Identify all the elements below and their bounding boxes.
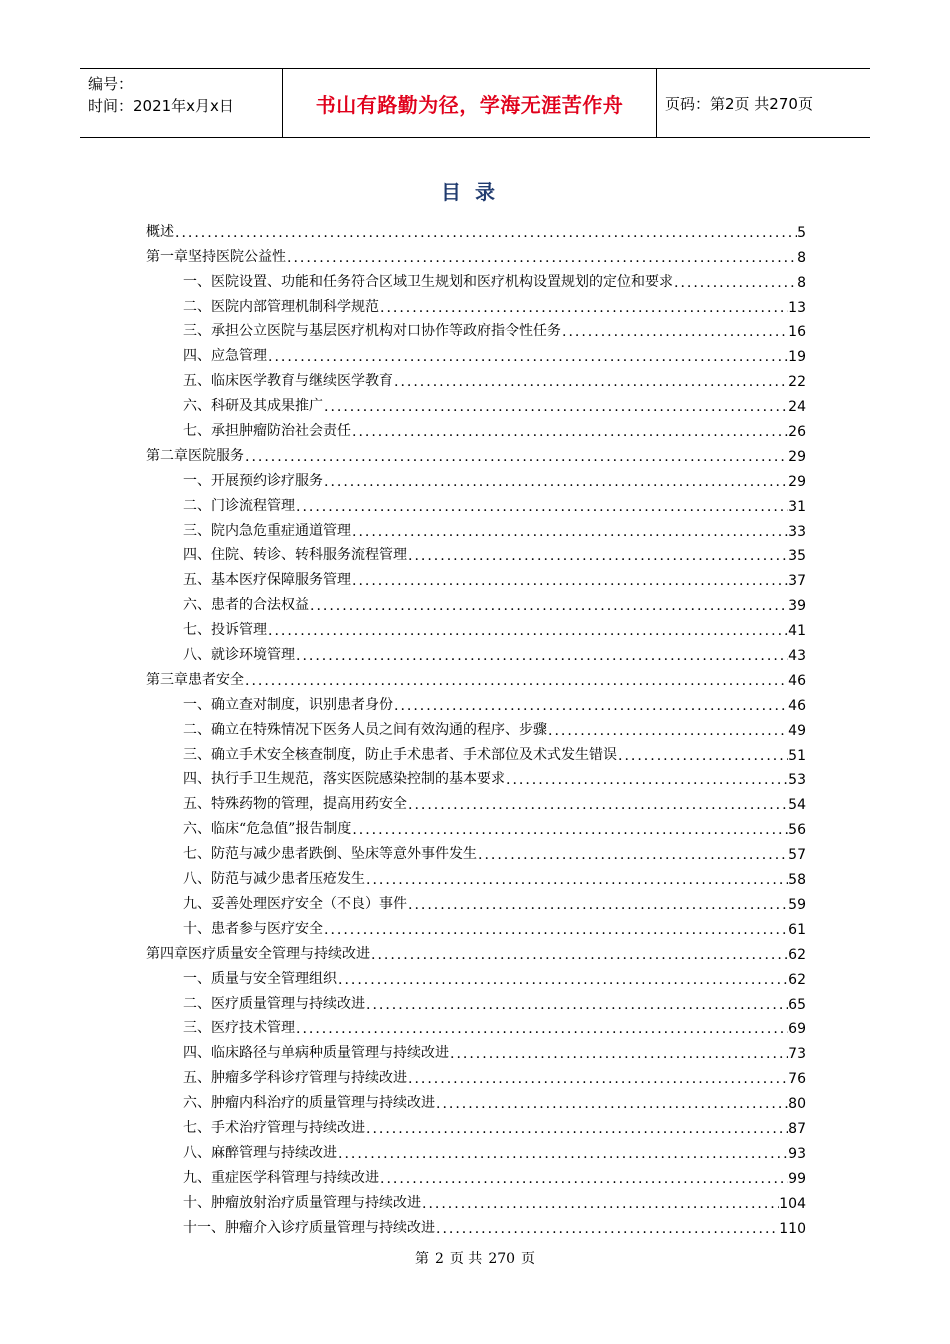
- toc-entry-page: 69: [788, 1021, 806, 1038]
- toc-entry[interactable]: [146, 1187, 806, 1212]
- toc-leader-dots: [379, 300, 788, 316]
- toc-entry[interactable]: [146, 266, 806, 291]
- toc-entry-page: 8: [797, 249, 806, 266]
- toc-entry[interactable]: [146, 739, 806, 764]
- toc-entry-page: 54: [788, 797, 806, 814]
- toc-entry-title: 第三章患者安全: [146, 671, 244, 688]
- toc-leader-dots: [547, 723, 788, 739]
- toc-entry-page: 59: [788, 896, 806, 913]
- toc-entry-page: 13: [788, 299, 806, 316]
- toc-entry[interactable]: [146, 639, 806, 664]
- document-number-label: 编号：: [88, 75, 134, 93]
- toc-entry-page: 35: [788, 548, 806, 565]
- toc-entry[interactable]: [146, 1112, 806, 1137]
- toc-entry-page: 76: [788, 1071, 806, 1088]
- table-of-contents: [146, 216, 806, 1237]
- toc-entry-page: 61: [788, 921, 806, 938]
- toc-entry[interactable]: [146, 316, 806, 341]
- toc-leader-dots: [267, 349, 788, 365]
- toc-leader-dots: [323, 399, 788, 415]
- toc-entry-title: 六、肿瘤内科治疗的质量管理与持续改进: [183, 1095, 435, 1112]
- toc-entry-title: 六、科研及其成果推广: [183, 398, 323, 415]
- toc-leader-dots: [617, 748, 788, 764]
- toc-leader-dots: [505, 772, 788, 788]
- toc-entry-page: 46: [788, 672, 806, 689]
- toc-entry-page: 93: [788, 1145, 806, 1162]
- toc-entry[interactable]: [146, 664, 806, 689]
- toc-entry-page: 65: [788, 996, 806, 1013]
- toc-leader-dots: [407, 1071, 788, 1087]
- toc-leader-dots: [295, 499, 788, 515]
- footer-middle: 页 共: [449, 1251, 483, 1267]
- toc-entry-page: 51: [788, 747, 806, 764]
- toc-entry[interactable]: [146, 1137, 806, 1162]
- toc-entry-page: 99: [788, 1170, 806, 1187]
- toc-entry-page: 8: [797, 274, 806, 291]
- toc-leader-dots: [435, 1096, 788, 1112]
- toc-entry-title: 五、临床医学教育与继续医学教育: [183, 373, 393, 390]
- toc-entry[interactable]: [146, 888, 806, 913]
- toc-entry-page: 26: [788, 424, 806, 441]
- toc-leader-dots: [351, 424, 788, 440]
- toc-entry-title: 七、承担肿瘤防治社会责任: [183, 423, 351, 440]
- toc-leader-dots: [407, 797, 788, 813]
- toc-entry-title: 六、临床“危急值”报告制度: [183, 821, 352, 838]
- toc-entry-title: 九、妥善处理医疗安全（不良）事件: [183, 895, 407, 912]
- toc-entry-title: 三、承担公立医院与基层医疗机构对口协作等政府指令性任务: [183, 323, 561, 340]
- toc-entry-page: 22: [788, 374, 806, 391]
- toc-entry-title: 四、临床路径与单病种质量管理与持续改进: [183, 1045, 449, 1062]
- toc-entry[interactable]: [146, 813, 806, 838]
- toc-leader-dots: [393, 698, 788, 714]
- page-footer: [0, 1248, 950, 1268]
- footer-suffix: 页: [521, 1251, 536, 1267]
- page-header: [80, 68, 870, 138]
- toc-entry[interactable]: [146, 365, 806, 390]
- toc-entry[interactable]: [146, 1013, 806, 1038]
- toc-entry-title: 二、确立在特殊情况下医务人员之间有效沟通的程序、步骤: [183, 721, 547, 738]
- toc-leader-dots: [244, 673, 788, 689]
- toc-entry[interactable]: [146, 1037, 806, 1062]
- toc-leader-dots: [407, 548, 788, 564]
- toc-entry[interactable]: [146, 589, 806, 614]
- toc-entry-title: 概述: [146, 223, 174, 240]
- toc-entry[interactable]: [146, 764, 806, 789]
- toc-entry-page: 73: [788, 1046, 806, 1063]
- toc-leader-dots: [337, 1146, 788, 1162]
- footer-prefix: 第: [414, 1251, 429, 1267]
- toc-leader-dots: [379, 1171, 788, 1187]
- toc-entry-title: 一、医院设置、功能和任务符合区域卫生规划和医疗机构设置规划的定位和要求: [183, 273, 673, 290]
- toc-entry-title: 第一章坚持医院公益性: [146, 248, 286, 265]
- header-info: [80, 69, 283, 137]
- toc-entry[interactable]: [146, 838, 806, 863]
- toc-leader-dots: [365, 872, 788, 888]
- toc-leader-dots: [323, 922, 788, 938]
- toc-entry-page: 29: [788, 473, 806, 490]
- toc-leader-dots: [244, 449, 788, 465]
- toc-entry[interactable]: [146, 1087, 806, 1112]
- toc-leader-dots: [295, 1021, 788, 1037]
- toc-entry[interactable]: [146, 216, 806, 241]
- toc-entry[interactable]: [146, 515, 806, 540]
- toc-entry-page: 49: [788, 722, 806, 739]
- toc-entry-page: 37: [788, 573, 806, 590]
- toc-entry-title: 二、门诊流程管理: [183, 497, 295, 514]
- toc-entry-title: 十一、肿瘤介入诊疗质量管理与持续改进: [183, 1219, 435, 1236]
- toc-entry-page: 39: [788, 598, 806, 615]
- toc-entry-page: 57: [788, 847, 806, 864]
- footer-current-page: 2: [434, 1251, 444, 1267]
- document-date-label: 时间：2021年x月x日: [88, 97, 234, 115]
- toc-entry[interactable]: [146, 614, 806, 639]
- toc-entry-title: 七、投诉管理: [183, 622, 267, 639]
- toc-entry[interactable]: [146, 415, 806, 440]
- toc-entry-page: 62: [788, 971, 806, 988]
- toc-leader-dots: [370, 947, 788, 963]
- toc-entry-title: 五、肿瘤多学科诊疗管理与持续改进: [183, 1070, 407, 1087]
- toc-entry-title: 二、医院内部管理机制科学规范: [183, 298, 379, 315]
- toc-leader-dots: [351, 822, 788, 838]
- toc-entry[interactable]: [146, 863, 806, 888]
- toc-leader-dots: [435, 1221, 779, 1237]
- toc-entry-title: 第四章医疗质量安全管理与持续改进: [146, 945, 370, 962]
- toc-entry-page: 16: [788, 324, 806, 341]
- footer-total-pages: 270: [488, 1251, 516, 1267]
- toc-leader-dots: [477, 847, 788, 863]
- toc-entry-page: 31: [788, 498, 806, 515]
- toc-entry-title: 三、确立手术安全核查制度，防止手术患者、手术部位及术式发生错误: [183, 746, 617, 763]
- toc-entry-page: 53: [788, 772, 806, 789]
- toc-entry-page: 46: [788, 697, 806, 714]
- toc-entry-title: 八、就诊环境管理: [183, 647, 295, 664]
- toc-title: 目录: [441, 180, 509, 204]
- toc-entry-page: 19: [788, 349, 806, 366]
- toc-entry-title: 第二章医院服务: [146, 447, 244, 464]
- toc-entry[interactable]: [146, 689, 806, 714]
- toc-entry-title: 十、肿瘤放射治疗质量管理与持续改进: [183, 1194, 421, 1211]
- toc-entry[interactable]: [146, 988, 806, 1013]
- toc-entry-title: 二、医疗质量管理与持续改进: [183, 995, 365, 1012]
- toc-entry[interactable]: [146, 963, 806, 988]
- toc-entry-page: 43: [788, 648, 806, 665]
- toc-entry[interactable]: [146, 1062, 806, 1087]
- toc-entry[interactable]: [146, 465, 806, 490]
- toc-entry-page: 87: [788, 1120, 806, 1137]
- toc-entry-title: 一、开展预约诊疗服务: [183, 472, 323, 489]
- toc-entry-title: 六、患者的合法权益: [183, 597, 309, 614]
- toc-entry[interactable]: [146, 291, 806, 316]
- toc-entry-page: 104: [779, 1195, 806, 1212]
- toc-leader-dots: [421, 1196, 779, 1212]
- toc-entry[interactable]: [146, 540, 806, 565]
- toc-entry-page: 58: [788, 872, 806, 889]
- toc-entry-title: 四、住院、转诊、转科服务流程管理: [183, 547, 407, 564]
- toc-entry-title: 八、防范与减少患者压疮发生: [183, 871, 365, 888]
- toc-entry-title: 三、医疗技术管理: [183, 1020, 295, 1037]
- toc-entry-page: 24: [788, 399, 806, 416]
- toc-entry[interactable]: [146, 1212, 806, 1237]
- toc-entry-title: 七、防范与减少患者跌倒、坠床等意外事件发生: [183, 846, 477, 863]
- toc-entry-title: 一、确立查对制度，识别患者身份: [183, 696, 393, 713]
- toc-entry[interactable]: [146, 1162, 806, 1187]
- toc-entry[interactable]: [146, 440, 806, 465]
- toc-entry-page: 80: [788, 1096, 806, 1113]
- toc-entry-page: 33: [788, 523, 806, 540]
- toc-entry-title: 八、麻醉管理与持续改进: [183, 1144, 337, 1161]
- toc-entry-title: 十、患者参与医疗安全: [183, 920, 323, 937]
- toc-leader-dots: [393, 374, 788, 390]
- toc-entry-page: 56: [788, 822, 806, 839]
- toc-entry[interactable]: [146, 714, 806, 739]
- toc-entry-title: 五、基本医疗保障服务管理: [183, 572, 351, 589]
- toc-entry[interactable]: [146, 340, 806, 365]
- toc-entry-page: 29: [788, 448, 806, 465]
- toc-leader-dots: [323, 474, 788, 490]
- toc-entry[interactable]: [146, 788, 806, 813]
- toc-leader-dots: [561, 324, 788, 340]
- toc-entry[interactable]: [146, 938, 806, 963]
- toc-entry-title: 四、应急管理: [183, 348, 267, 365]
- toc-leader-dots: [365, 1121, 788, 1137]
- toc-entry-title: 九、重症医学科管理与持续改进: [183, 1169, 379, 1186]
- toc-leader-dots: [309, 598, 788, 614]
- toc-entry-page: 62: [788, 946, 806, 963]
- toc-leader-dots: [449, 1046, 788, 1062]
- toc-leader-dots: [267, 623, 788, 639]
- toc-entry-page: 41: [788, 623, 806, 640]
- toc-leader-dots: [351, 573, 788, 589]
- toc-entry[interactable]: [146, 490, 806, 515]
- toc-entry-title: 五、特殊药物的管理，提高用药安全: [183, 796, 407, 813]
- toc-entry-page: 110: [779, 1220, 806, 1237]
- header-page-label: 页码：第2页 共270页: [665, 94, 813, 113]
- toc-leader-dots: [295, 648, 788, 664]
- toc-leader-dots: [365, 997, 788, 1013]
- toc-entry[interactable]: [146, 913, 806, 938]
- toc-leader-dots: [337, 972, 788, 988]
- header-motto: 书山有路勤为径，学海无涯苦作舟: [283, 69, 657, 137]
- toc-entry-title: 四、执行手卫生规范，落实医院感染控制的基本要求: [183, 771, 505, 788]
- toc-leader-dots: [407, 897, 788, 913]
- toc-entry-page: 5: [797, 224, 806, 241]
- toc-leader-dots: [174, 225, 797, 241]
- toc-leader-dots: [351, 524, 788, 540]
- toc-entry-title: 三、院内急危重症通道管理: [183, 522, 351, 539]
- toc-leader-dots: [673, 275, 797, 291]
- toc-leader-dots: [286, 250, 797, 266]
- toc-entry-title: 一、质量与安全管理组织: [183, 970, 337, 987]
- toc-entry-title: 七、手术治疗管理与持续改进: [183, 1119, 365, 1136]
- toc-entry[interactable]: [146, 241, 806, 266]
- toc-entry[interactable]: [146, 564, 806, 589]
- toc-entry[interactable]: [146, 390, 806, 415]
